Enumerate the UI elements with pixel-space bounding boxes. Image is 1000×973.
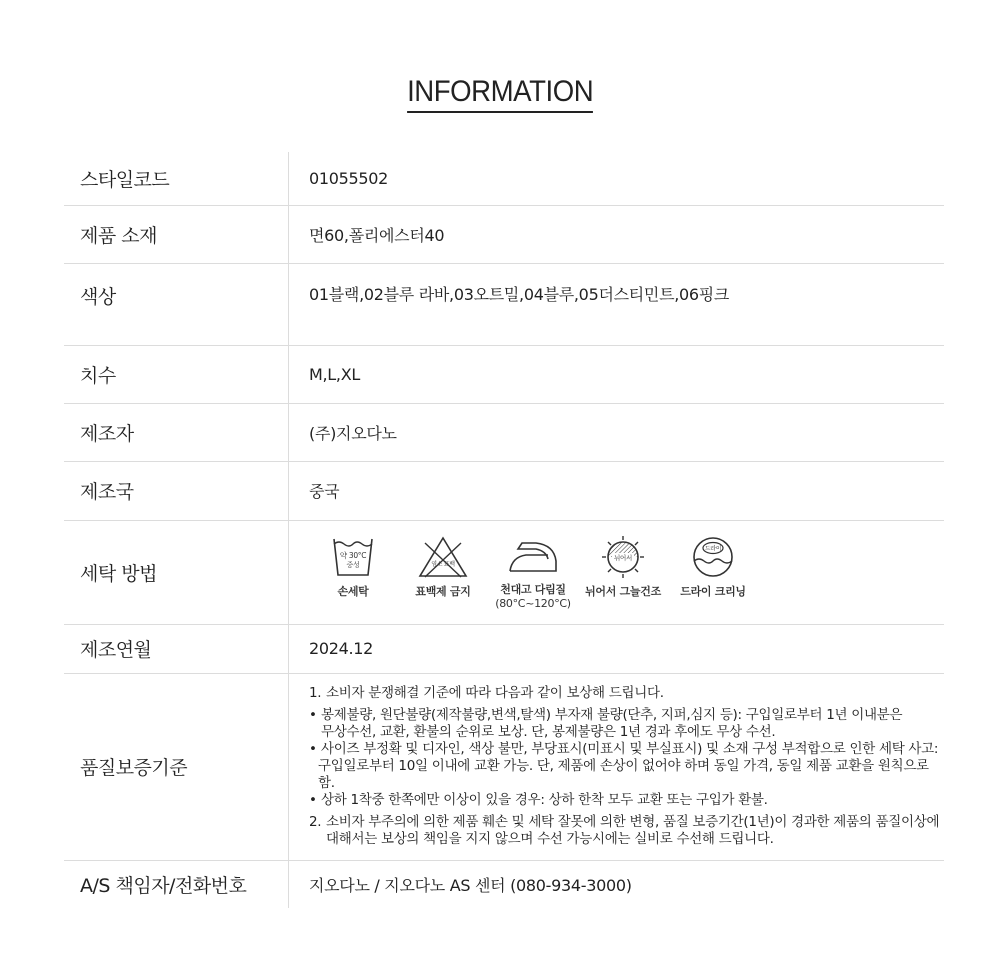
value-color: 01블랙,02블루 라바,03오트밀,04블루,05더스티민트,06핑크 [289, 263, 945, 345]
value-style-code: 01055502 [289, 152, 945, 205]
label-maker: 제조자 [64, 403, 289, 461]
info-title-wrap [0, 74, 1000, 113]
label-color: 색상 [64, 263, 289, 345]
quality-text [309, 685, 944, 848]
label-date: 제조연월 [64, 624, 289, 673]
row-size [64, 345, 944, 403]
value-country: 중국 [289, 461, 945, 520]
hand-wash-text: 중성 [346, 560, 360, 569]
value-material: 면60,폴리에스터40 [289, 205, 945, 263]
row-maker [64, 403, 944, 461]
wash-item-iron [489, 535, 577, 610]
dry-clean-text: 드라이 [704, 545, 722, 552]
quality-bullet-2-cont: 구입일로부터 10일 이내에 교환 가능. 단, 제품에 손상이 없어야 하며 동일 가격, 동일 제품 교환을 원칙으로 함. [318, 758, 929, 791]
shade-dry-icon [599, 535, 647, 579]
wash-item-dry [579, 535, 667, 599]
quality-item-2-cont: 대해서는 보상의 책임을 지지 않으며 수선 가능시에는 실비로 수선해 드립니다. [326, 831, 774, 847]
wash-item-dryclean [669, 535, 757, 599]
iron-icon [506, 535, 560, 577]
quality-bullet-1: • 봉제불량, 원단불량(제작불량,변색,탈색) 부자재 불량(단추, 지퍼,심지 등): 구입일로부터 1년 이내분은 [309, 707, 903, 723]
no-bleach-caption: 표백제 금지 [415, 584, 471, 598]
shade-dry-caption: 뉘어서 그늘건조 [585, 584, 661, 598]
wash-icons [309, 535, 944, 610]
shade-dry-text: 뉘어서 [614, 553, 632, 562]
label-country: 제조국 [64, 461, 289, 520]
quality-item-1: 1. 소비자 분쟁해결 기준에 따라 다음과 같이 보상해 드립니다. [309, 685, 664, 701]
value-maker: (주)지오다노 [289, 403, 945, 461]
row-as [64, 860, 944, 908]
label-size: 치수 [64, 345, 289, 403]
value-quality [289, 673, 945, 860]
hand-wash-caption: 손세탁 [337, 584, 369, 598]
quality-bullet-3: • 상하 1착중 한쪽에만 이상이 있을 경우: 상하 한착 모두 교환 또는 구입가 환불. [309, 792, 768, 808]
value-size: M,L,XL [289, 345, 945, 403]
wash-item-bleach [399, 535, 487, 599]
label-washing: 세탁 방법 [64, 520, 289, 624]
row-washing [64, 520, 944, 624]
hand-wash-icon [330, 535, 376, 579]
row-quality [64, 673, 944, 860]
iron-sub: (80°C~120°C) [495, 596, 571, 610]
no-bleach-text: 염소 표백 [431, 560, 455, 568]
value-as: 지오다노 / 지오다노 AS 센터 (080-934-3000) [309, 875, 632, 895]
info-title: INFORMATION [407, 74, 593, 113]
label-quality: 품질보증기준 [64, 673, 289, 860]
dry-clean-icon [690, 535, 736, 579]
dry-clean-caption: 드라이 크리닝 [680, 584, 746, 598]
quality-bullet-2: • 사이즈 부정확 및 디자인, 색상 불만, 부당표시(미표시 및 부실표시) 및 소재 구성 부적합으로 인한 세탁 사고: [309, 741, 939, 757]
row-style-code [64, 152, 944, 205]
label-material: 제품 소재 [64, 205, 289, 263]
info-table [64, 152, 944, 908]
iron-caption: 천대고 다림질 [500, 582, 566, 596]
label-as: A/S 책임자/전화번호 [64, 860, 289, 908]
row-color [64, 263, 944, 345]
wash-item-hand [309, 535, 397, 599]
label-style-code: 스타일코드 [64, 152, 289, 205]
no-bleach-icon [417, 535, 469, 579]
quality-bullet-1-cont: 무상수선, 교환, 환불의 순위로 보상. 단, 봉제불량은 1년 경과 후에도 무상 수선. [321, 724, 776, 740]
row-date [64, 624, 944, 673]
quality-item-2: 2. 소비자 부주의에 의한 제품 훼손 및 세탁 잘못에 의한 변형, 품질 보증기간(1년)이 경과한 제품의 품질이상에 [309, 814, 940, 830]
row-country [64, 461, 944, 520]
hand-wash-temp: 약 30°C [339, 550, 367, 560]
value-washing [289, 520, 945, 624]
row-material [64, 205, 944, 263]
value-date: 2024.12 [289, 624, 945, 673]
